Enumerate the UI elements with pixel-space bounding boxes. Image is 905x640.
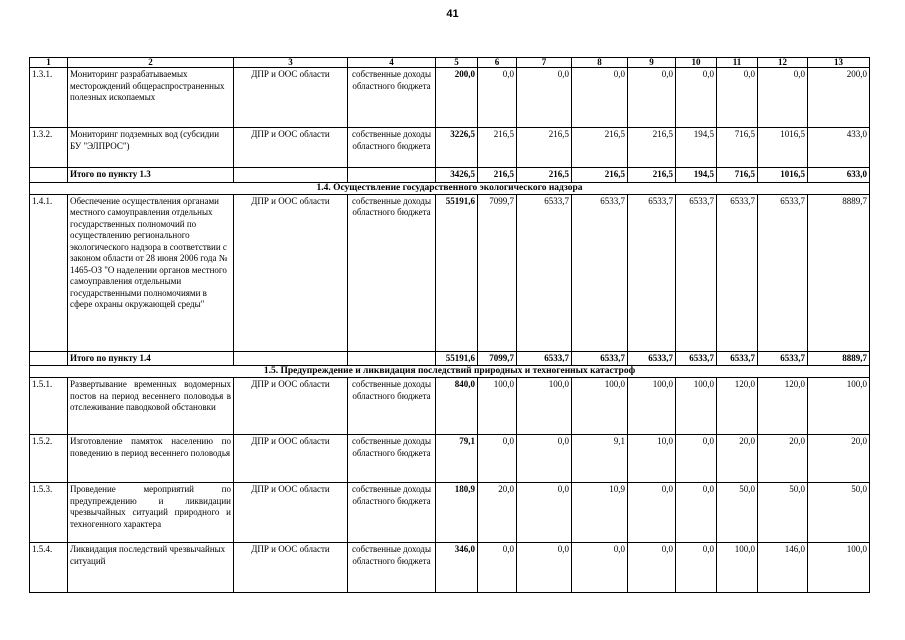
value-cell: 0,0: [517, 483, 572, 543]
value-cell: 79,1: [436, 435, 478, 483]
value-cell: 0,0: [517, 68, 572, 128]
value-cell: 200,0: [808, 68, 870, 128]
value-cell: 8889,7: [808, 194, 870, 351]
value-cell: 0,0: [628, 68, 676, 128]
value-cell: 6533,7: [717, 194, 758, 351]
value-cell: 20,0: [758, 435, 808, 483]
value-cell: 120,0: [758, 378, 808, 435]
section-title: 1.5. Предупреждение и ликвидация последствий природных и техногенных катастроф: [30, 366, 870, 378]
item-code: 1.5.3.: [30, 483, 68, 543]
value-cell: 6533,7: [758, 351, 808, 366]
column-header: 5: [436, 58, 478, 68]
value-cell: 9,1: [572, 435, 628, 483]
value-cell: 3226,5: [436, 128, 478, 168]
value-cell: 0,0: [572, 543, 628, 593]
value-cell: 0,0: [758, 68, 808, 128]
total-row: [30, 168, 870, 183]
value-cell: 716,5: [717, 168, 758, 183]
item-code: 1.4.1.: [30, 194, 68, 351]
value-cell: 6533,7: [758, 194, 808, 351]
column-header: 13: [808, 58, 870, 68]
value-cell: 50,0: [808, 483, 870, 543]
executor: ДПР и ООС области: [234, 378, 348, 435]
item-name: Ликвидация последствий чрезвычайных ситуаций: [68, 543, 234, 593]
item-name: Мониторинг разрабатываемых месторождений общераспространенных полезных ископаемых: [68, 68, 234, 128]
table-row: [30, 194, 870, 351]
value-cell: 0,0: [676, 543, 717, 593]
value-cell: 6533,7: [628, 194, 676, 351]
code-cell: [30, 351, 68, 366]
value-cell: 1016,5: [758, 168, 808, 183]
source-cell: [348, 351, 436, 366]
value-cell: 0,0: [628, 483, 676, 543]
funding-source: собственные доходы областного бюджета: [348, 378, 436, 435]
value-cell: 50,0: [758, 483, 808, 543]
value-cell: 3426,5: [436, 168, 478, 183]
value-cell: 20,0: [478, 483, 517, 543]
value-cell: 216,5: [628, 168, 676, 183]
value-cell: 633,0: [808, 168, 870, 183]
value-cell: 194,5: [676, 168, 717, 183]
item-name: Мониторинг подземных вод (субсидии БУ "ЭЛПРОС"): [68, 128, 234, 168]
table-row: [30, 128, 870, 168]
value-cell: 0,0: [478, 68, 517, 128]
value-cell: 1016,5: [758, 128, 808, 168]
value-cell: 100,0: [478, 378, 517, 435]
executor: ДПР и ООС области: [234, 435, 348, 483]
value-cell: 0,0: [676, 435, 717, 483]
value-cell: 0,0: [676, 483, 717, 543]
value-cell: 7099,7: [478, 351, 517, 366]
value-cell: 55191,6: [436, 351, 478, 366]
value-cell: 216,5: [478, 168, 517, 183]
value-cell: 100,0: [572, 378, 628, 435]
value-cell: 433,0: [808, 128, 870, 168]
source-cell: [348, 168, 436, 183]
value-cell: 346,0: [436, 543, 478, 593]
total-row: [30, 351, 870, 366]
value-cell: 194,5: [676, 128, 717, 168]
value-cell: 0,0: [572, 68, 628, 128]
value-cell: 0,0: [717, 68, 758, 128]
code-cell: [30, 168, 68, 183]
item-name: Обеспечение осуществления органами местного самоуправления отдельных государственных полномочий по осуществлению регионального экологического надзора в соответствии с законом области от 28 июня 2006 года № 1465-ОЗ "О наделении органов местного самоуправления отдельными государственными полномочиями в сфере охраны окружающей среды": [68, 194, 234, 351]
funding-source: собственные доходы областного бюджета: [348, 194, 436, 351]
page-number: 41: [446, 8, 459, 20]
executor: ДПР и ООС области: [234, 194, 348, 351]
value-cell: 200,0: [436, 68, 478, 128]
column-header: 12: [758, 58, 808, 68]
value-cell: 6533,7: [517, 194, 572, 351]
executor: ДПР и ООС области: [234, 543, 348, 593]
executor: ДПР и ООС области: [234, 128, 348, 168]
value-cell: 55191,6: [436, 194, 478, 351]
section-row: [30, 182, 870, 194]
value-cell: 10,0: [628, 435, 676, 483]
value-cell: 100,0: [717, 543, 758, 593]
value-cell: 7099,7: [478, 194, 517, 351]
column-header: 7: [517, 58, 572, 68]
value-cell: 216,5: [517, 128, 572, 168]
value-cell: 0,0: [478, 435, 517, 483]
value-cell: 216,5: [517, 168, 572, 183]
value-cell: 100,0: [517, 378, 572, 435]
funding-source: собственные доходы областного бюджета: [348, 435, 436, 483]
value-cell: 100,0: [628, 378, 676, 435]
item-name: Изготовление памяток населению по поведению в период весеннего половодья: [68, 435, 234, 483]
value-cell: 6533,7: [676, 351, 717, 366]
value-cell: 180,9: [436, 483, 478, 543]
value-cell: 0,0: [628, 543, 676, 593]
value-cell: 120,0: [717, 378, 758, 435]
item-code: 1.5.4.: [30, 543, 68, 593]
total-label: Итого по пункту 1.3: [68, 168, 234, 183]
value-cell: 216,5: [628, 128, 676, 168]
column-header: 2: [68, 58, 234, 68]
funding-source: собственные доходы областного бюджета: [348, 543, 436, 593]
value-cell: 6533,7: [572, 194, 628, 351]
column-header: 8: [572, 58, 628, 68]
value-cell: 10,9: [572, 483, 628, 543]
table-row: [30, 543, 870, 593]
funding-source: собственные доходы областного бюджета: [348, 483, 436, 543]
total-label: Итого по пункту 1.4: [68, 351, 234, 366]
column-header: 1: [30, 58, 68, 68]
column-header: 11: [717, 58, 758, 68]
value-cell: 20,0: [808, 435, 870, 483]
value-cell: 0,0: [478, 543, 517, 593]
budget-table: [29, 57, 870, 593]
value-cell: 216,5: [572, 128, 628, 168]
table-row: [30, 435, 870, 483]
value-cell: 6533,7: [572, 351, 628, 366]
header-row: [30, 58, 870, 68]
value-cell: 146,0: [758, 543, 808, 593]
item-code: 1.3.2.: [30, 128, 68, 168]
table-row: [30, 68, 870, 128]
column-header: 9: [628, 58, 676, 68]
section-title: 1.4. Осуществление государственного экологического надзора: [30, 182, 870, 194]
executor: ДПР и ООС области: [234, 68, 348, 128]
value-cell: 6533,7: [628, 351, 676, 366]
value-cell: 6533,7: [517, 351, 572, 366]
column-header: 4: [348, 58, 436, 68]
column-header: 3: [234, 58, 348, 68]
item-name: Проведение мероприятий по предупреждению и ликвидации чрезвычайных ситуаций природного и техногенного характера: [68, 483, 234, 543]
value-cell: 100,0: [808, 378, 870, 435]
table-row: [30, 483, 870, 543]
item-code: 1.5.1.: [30, 378, 68, 435]
value-cell: 20,0: [717, 435, 758, 483]
executor-cell: [234, 168, 348, 183]
item-code: 1.5.2.: [30, 435, 68, 483]
section-row: [30, 366, 870, 378]
value-cell: 840,0: [436, 378, 478, 435]
value-cell: 0,0: [517, 435, 572, 483]
value-cell: 0,0: [517, 543, 572, 593]
value-cell: 0,0: [676, 68, 717, 128]
executor-cell: [234, 351, 348, 366]
funding-source: собственные доходы областного бюджета: [348, 68, 436, 128]
executor: ДПР и ООС области: [234, 483, 348, 543]
value-cell: 216,5: [478, 128, 517, 168]
column-header: 10: [676, 58, 717, 68]
value-cell: 216,5: [572, 168, 628, 183]
value-cell: 8889,7: [808, 351, 870, 366]
column-header: 6: [478, 58, 517, 68]
value-cell: 716,5: [717, 128, 758, 168]
value-cell: 50,0: [717, 483, 758, 543]
funding-source: собственные доходы областного бюджета: [348, 128, 436, 168]
value-cell: 100,0: [808, 543, 870, 593]
table-row: [30, 378, 870, 435]
item-name: Развертывание временных водомерных постов на период весеннего половодья в отслеживание паводковой обстановки: [68, 378, 234, 435]
value-cell: 6533,7: [676, 194, 717, 351]
item-code: 1.3.1.: [30, 68, 68, 128]
value-cell: 100,0: [676, 378, 717, 435]
value-cell: 6533,7: [717, 351, 758, 366]
